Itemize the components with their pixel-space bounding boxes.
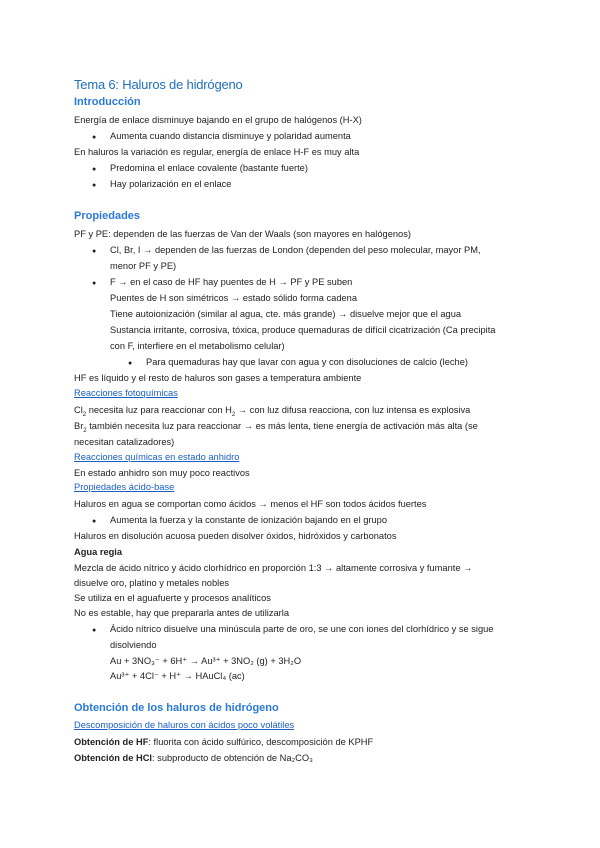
paragraph: En haluros la variación es regular, energía de enlace H-F es muy alta bbox=[74, 147, 360, 157]
paragraph: Se utiliza en el aguafuerte y procesos analíticos bbox=[74, 593, 271, 603]
paragraph: PF y PE: dependen de las fuerzas de Van der Waals (son mayores en halógenos) bbox=[74, 229, 411, 239]
link-descomposicion-haluros[interactable]: Descomposición de haluros con ácidos poco volátiles bbox=[74, 720, 295, 730]
page-title: Tema 6: Haluros de hidrógeno bbox=[74, 77, 243, 92]
paragraph: $Cl_2$ necesita luz para reaccionar con $H_2$ → con luz difusa reacciona, con luz intensa es explosiva bbox=[74, 405, 471, 418]
subheading-agua-regia: Agua regia bbox=[74, 547, 123, 557]
paragraph: Haluros en disolución acuosa pueden disolver óxidos, hidróxidos y carbonatos bbox=[74, 531, 397, 541]
bullet-item: ● Predomina el enlace covalente (bastante fuerte) bbox=[110, 162, 308, 174]
heading-obtencion: Obtención de los haluros de hidrógeno bbox=[74, 702, 279, 714]
bullet-item: ● F → en el caso de HF hay puentes de H → PF y PE suben bbox=[110, 276, 352, 288]
bullet-continuation: con F, interfiere en el metabolismo celular) bbox=[110, 341, 285, 351]
bullet-item: ● Hay polarización en el enlace bbox=[110, 178, 231, 190]
bullet-continuation: Sustancia irritante, corrosiva, tóxica, produce quemaduras de difícil cicatrización (Ca precipita bbox=[110, 325, 496, 335]
heading-introduccion: Introducción bbox=[74, 96, 141, 108]
paragraph: $Br_2$ también necesita luz para reaccionar → es más lenta, tiene energía de activación más alta (se bbox=[74, 421, 478, 434]
bullet-item: ● Ácido nítrico disuelve una minúscula parte de oro, se une con iones del clorhídrico y se sigue bbox=[110, 623, 493, 635]
paragraph: Haluros en agua se comportan como ácidos → menos el HF son todos ácidos fuertes bbox=[74, 499, 427, 509]
heading-propiedades: Propiedades bbox=[74, 210, 141, 222]
bullet-item: ● Aumenta la fuerza y la constante de ionización bajando en el grupo bbox=[110, 514, 387, 526]
link-reacciones-anhidro[interactable]: Reacciones químicas en estado anhidro bbox=[74, 452, 240, 462]
equation: Au³⁺ + 4Cl⁻ + H⁺ → HAuCl₄ (ac) bbox=[110, 671, 245, 681]
paragraph: necesitan catalizadores) bbox=[74, 437, 175, 447]
bullet-continuation: disolviendo bbox=[110, 640, 157, 650]
link-reacciones-fotoquimicas[interactable]: Reacciones fotoquímicas bbox=[74, 388, 178, 398]
bullet-continuation: menor PF y PE) bbox=[110, 261, 177, 271]
paragraph: Obtención de HF: fluorita con ácido sulfúrico, descomposición de KPHF bbox=[74, 737, 374, 747]
bullet-item: ● Aumenta cuando distancia disminuye y polaridad aumenta bbox=[110, 130, 351, 142]
sub-bullet-item: ● Para quemaduras hay que lavar con agua y con disoluciones de calcio (leche) bbox=[146, 356, 468, 368]
equation: Au + 3NO₃⁻ + 6H⁺ → Au³⁺ + 3NO₂ (g) + 3H₂O bbox=[110, 656, 302, 666]
paragraph: Mezcla de ácido nítrico y ácido clorhídrico en proporción 1:3 → altamente corrosiva y fumante → bbox=[74, 563, 473, 573]
paragraph: Obtención de HCl: subproducto de obtención de Na₂CO₃ bbox=[74, 753, 313, 763]
paragraph: Energía de enlace disminuye bajando en el grupo de halógenos (H-X) bbox=[74, 115, 362, 125]
paragraph: disuelve oro, platino y metales nobles bbox=[74, 578, 230, 588]
bullet-item: ● Cl, Br, I → dependen de las fuerzas de London (dependen del peso molecular, mayor PM, bbox=[110, 244, 481, 256]
paragraph: No es estable, hay que prepararla antes de utilizarla bbox=[74, 608, 289, 618]
paragraph: HF es líquido y el resto de haluros son gases a temperatura ambiente bbox=[74, 373, 362, 383]
bullet-continuation: Puentes de H son simétricos → estado sólido forma cadena bbox=[110, 293, 358, 303]
link-propiedades-acido-base[interactable]: Propiedades ácido-base bbox=[74, 482, 175, 492]
paragraph: En estado anhidro son muy poco reactivos bbox=[74, 468, 250, 478]
bullet-continuation: Tiene autoionización (similar al agua, cte. más grande) → disuelve mejor que el agua bbox=[110, 309, 462, 319]
